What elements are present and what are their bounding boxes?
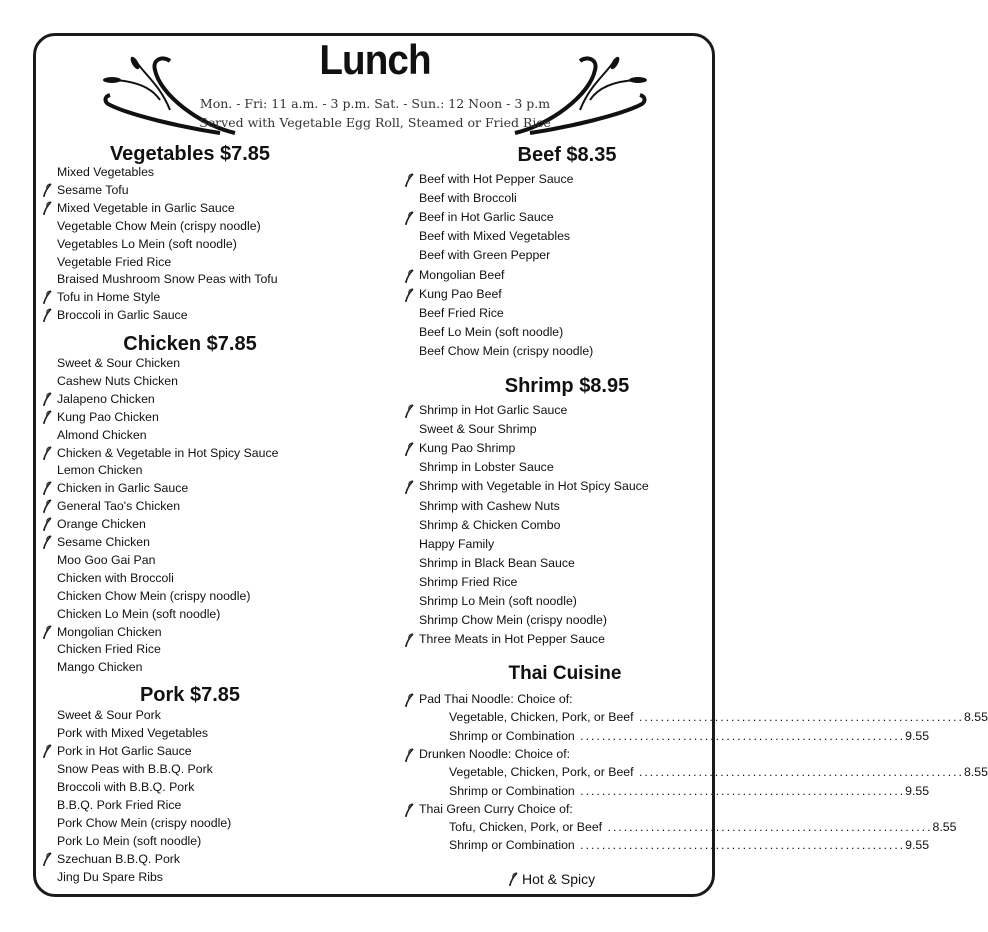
menu-item: Mixed Vegetable in Garlic Sauce (57, 200, 235, 215)
menu-item: Mango Chicken (57, 660, 143, 675)
hot-spicy-pepper-icon (42, 744, 52, 758)
thai-dish: Pad Thai Noodle: Choice of: (419, 692, 573, 706)
hot-spicy-pepper-icon (404, 442, 414, 456)
menu-item: Orange Chicken (57, 517, 146, 532)
menu-item: Mongolian Chicken (57, 624, 162, 639)
menu-item: Tofu in Home Style (57, 290, 161, 305)
menu-item: Mixed Vegetables (57, 165, 155, 179)
served-with-text: Served with Vegetable Egg Roll, Steamed or Fried Rice (199, 115, 551, 130)
menu-item: Shrimp & Chicken Combo (419, 517, 561, 532)
option-label: Tofu, Chicken, Pork, or Beef (449, 820, 603, 835)
menu-item: Pork Chow Mein (crispy noodle) (57, 816, 232, 830)
menu-item: Shrimp in Lobster Sauce (419, 460, 554, 475)
option-label: Shrimp or Combination (449, 838, 575, 853)
menu-item: Almond Chicken (57, 427, 147, 442)
option-price: 8.55 (963, 710, 988, 725)
menu-item: Three Meats in Hot Pepper Sauce (419, 632, 605, 647)
menu-item: Kung Pao Beef (419, 286, 502, 301)
menu-item: Sweet & Sour Pork (57, 708, 161, 722)
menu-item: Broccoli with B.B.Q. Pork (57, 780, 195, 794)
hot-spicy-pepper-icon (42, 852, 52, 866)
menu-item: Shrimp in Black Bean Sauce (419, 555, 575, 570)
thai-dish: Drunken Noodle: Choice of: (419, 746, 571, 761)
thai-option (449, 710, 988, 725)
option-price: 9.55 (905, 838, 930, 853)
hot-spicy-pepper-icon (404, 288, 414, 302)
leader-dots: ............................................................ (633, 710, 964, 725)
hot-spicy-pepper-icon (42, 410, 52, 424)
menu-item: Beef Fried Rice (419, 305, 504, 320)
menu-item: Snow Peas with B.B.Q. Pork (57, 762, 213, 776)
menu-item: Shrimp Chow Mein (crispy noodle) (419, 613, 607, 628)
section-heading: Vegetables $7.85 (109, 143, 271, 165)
menu-item: Shrimp in Hot Garlic Sauce (419, 403, 568, 417)
hot-spicy-legend: Hot & Spicy (522, 871, 596, 887)
hot-spicy-pepper-icon (42, 183, 52, 197)
thai-option (449, 728, 930, 743)
hot-spicy-pepper-icon (42, 290, 52, 304)
menu-item: Sweet & Sour Chicken (57, 356, 181, 370)
hot-spicy-pepper-icon (404, 803, 414, 817)
hot-spicy-pepper-icon (404, 173, 414, 187)
option-price: 8.55 (963, 765, 988, 780)
hours-text: Mon. - Fri: 11 a.m. - 3 p.m. Sat. - Sun.: 12 Noon - 3 p.m (199, 96, 551, 111)
hot-spicy-pepper-icon (404, 693, 414, 707)
menu-item: Beef with Hot Pepper Sauce (419, 172, 574, 186)
menu-item: Vegetable Chow Mein (crispy noodle) (57, 218, 261, 233)
hot-spicy-pepper-icon (404, 269, 414, 283)
hot-spicy-pepper-icon (508, 872, 518, 886)
menu-item: Chicken in Garlic Sauce (57, 481, 189, 496)
menu-item: Beef Chow Mein (crispy noodle) (419, 343, 594, 358)
thai-option (449, 838, 930, 853)
hot-spicy-pepper-icon (42, 446, 52, 460)
menu-item: Shrimp Lo Mein (soft noodle) (419, 594, 577, 608)
option-label: Vegetable, Chicken, Pork, or Beef (449, 710, 634, 725)
hot-spicy-pepper-icon (404, 748, 414, 762)
section-heading: Chicken $7.85 (123, 333, 257, 355)
menu-item: General Tao's Chicken (57, 499, 181, 514)
section-heading: Beef $8.35 (517, 144, 617, 166)
thai-option (449, 820, 957, 835)
menu-item: Chicken Lo Mein (soft noodle) (57, 606, 221, 621)
menu-item: Shrimp with Cashew Nuts (419, 498, 560, 513)
menu-item: Beef with Mixed Vegetables (419, 229, 571, 244)
menu-item: Moo Goo Gai Pan (57, 552, 156, 567)
menu-item: Shrimp with Vegetable in Hot Spicy Sauce (419, 479, 649, 494)
leader-dots: ............................................................ (602, 820, 933, 835)
menu-item: Vegetables Lo Mein (soft noodle) (57, 236, 237, 251)
menu-item: Pork in Hot Garlic Sauce (57, 744, 192, 758)
menu-item: Broccoli in Garlic Sauce (57, 308, 188, 323)
menu-item: Sesame Chicken (57, 535, 150, 549)
menu-item: Chicken with Broccoli (57, 570, 174, 585)
hot-spicy-pepper-icon (42, 392, 52, 406)
leader-dots: ............................................................ (633, 765, 964, 780)
menu-item: Kung Pao Shrimp (419, 441, 516, 456)
menu-item: Mongolian Beef (419, 267, 505, 282)
hot-spicy-pepper-icon (42, 308, 52, 322)
menu-item: Beef Lo Mein (soft noodle) (419, 324, 564, 339)
section-heading: Shrimp $8.95 (504, 375, 630, 397)
option-label: Vegetable, Chicken, Pork, or Beef (449, 765, 634, 780)
hot-spicy-pepper-icon (404, 633, 414, 647)
menu-item: Kung Pao Chicken (57, 409, 159, 424)
leader-dots: ............................................................ (574, 838, 906, 853)
menu-item: Lemon Chicken (57, 463, 143, 478)
menu-item: Vegetable Fried Rice (57, 254, 172, 269)
menu-item: Beef with Green Pepper (419, 248, 551, 263)
menu-item: Szechuan B.B.Q. Pork (57, 852, 181, 866)
option-price: 9.55 (905, 728, 930, 743)
menu-item: Cashew Nuts Chicken (57, 373, 178, 388)
menu-item: B.B.Q. Pork Fried Rice (57, 798, 182, 812)
section-heading: Thai Cuisine (508, 663, 622, 684)
menu-item: Happy Family (419, 536, 495, 551)
hot-spicy-pepper-icon (42, 535, 52, 549)
hot-spicy-pepper-icon (42, 201, 52, 215)
menu-item: Pork with Mixed Vegetables (57, 726, 209, 740)
hot-spicy-pepper-icon (42, 499, 52, 513)
option-label: Shrimp or Combination (449, 783, 575, 798)
menu-item: Braised Mushroom Snow Peas with Tofu (57, 272, 278, 287)
hot-spicy-pepper-icon (404, 211, 414, 225)
thai-option (449, 783, 930, 798)
menu-item: Jalapeno Chicken (57, 391, 155, 406)
menu-item: Beef in Hot Garlic Sauce (419, 210, 554, 225)
thai-option (449, 765, 988, 780)
menu-item: Beef with Broccoli (419, 191, 517, 206)
option-price: 9.55 (905, 783, 930, 798)
menu-item: Jing Du Spare Ribs (57, 870, 163, 884)
leader-dots: ............................................................ (574, 728, 906, 743)
menu-item: Chicken Chow Mein (crispy noodle) (57, 588, 251, 603)
hot-spicy-pepper-icon (404, 404, 414, 418)
hot-spicy-pepper-icon (404, 480, 414, 494)
section-heading: Pork $7.85 (139, 684, 241, 706)
menu-item: Sesame Tofu (57, 182, 129, 197)
option-label: Shrimp or Combination (449, 728, 575, 743)
option-price: 8.55 (932, 820, 957, 835)
hot-spicy-pepper-icon (42, 517, 52, 531)
menu-item: Sweet & Sour Shrimp (419, 422, 537, 437)
menu-item: Shrimp Fried Rice (419, 574, 518, 589)
leader-dots: ............................................................ (574, 783, 906, 798)
menu-item: Chicken Fried Rice (57, 642, 161, 657)
menu-item: Pork Lo Mein (soft noodle) (57, 834, 202, 848)
thai-dish: Thai Green Curry Choice of: (419, 801, 573, 816)
page-title: Lunch (319, 36, 431, 83)
menu-item: Chicken & Vegetable in Hot Spicy Sauce (57, 445, 279, 460)
hot-spicy-pepper-icon (42, 625, 52, 639)
hot-spicy-pepper-icon (42, 481, 52, 495)
